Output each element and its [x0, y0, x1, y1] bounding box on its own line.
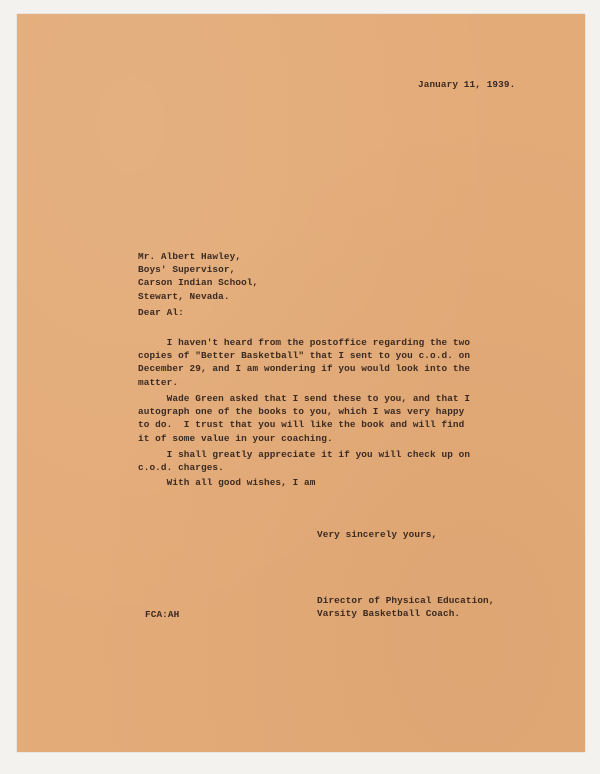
paragraph-line: I haven't heard from the postoffice regarding the two	[138, 337, 471, 348]
body-paragraph-3	[138, 448, 470, 474]
paragraph-line: c.o.d. charges.	[138, 462, 224, 474]
paragraph-line: autograph one of the books to you, which I was very happy	[138, 406, 465, 418]
body-paragraph-1	[138, 336, 470, 389]
letter-page	[17, 14, 585, 752]
paragraph-line: it of some value in your coaching.	[138, 432, 333, 444]
body-paragraph-2	[138, 392, 470, 445]
paragraph-line: matter.	[138, 376, 179, 388]
reference-initials: FCA:AH	[145, 609, 180, 620]
complimentary-closing: Very sincerely yours,	[317, 529, 438, 540]
paragraph-line: I shall greatly appreciate it if you will check up on	[138, 449, 471, 460]
paragraph-line: With all good wishes, I am	[138, 477, 316, 488]
letter-date: January 11, 1939.	[418, 79, 516, 90]
signature-line: Director of Physical Education,	[317, 595, 495, 606]
paragraph-line: copies of "Better Basketball" that I sent to you c.o.d. on	[138, 350, 471, 362]
address-line: Boys' Supervisor,	[138, 264, 236, 276]
paragraph-line: December 29, and I am wondering if you would look into the	[138, 363, 471, 375]
salutation: Dear Al:	[138, 307, 184, 318]
paragraph-line: Wade Green asked that I send these to you, and that I	[138, 393, 471, 404]
address-line: Carson Indian School,	[138, 277, 259, 289]
recipient-address	[138, 250, 258, 303]
paragraph-line: to do. I trust that you will like the book and will find	[138, 419, 465, 431]
address-line: Stewart, Nevada.	[138, 290, 230, 302]
signature-line: Varsity Basketball Coach.	[317, 608, 461, 620]
body-paragraph-4	[138, 476, 316, 489]
address-line: Mr. Albert Hawley,	[138, 251, 242, 262]
signature-block	[317, 594, 495, 620]
